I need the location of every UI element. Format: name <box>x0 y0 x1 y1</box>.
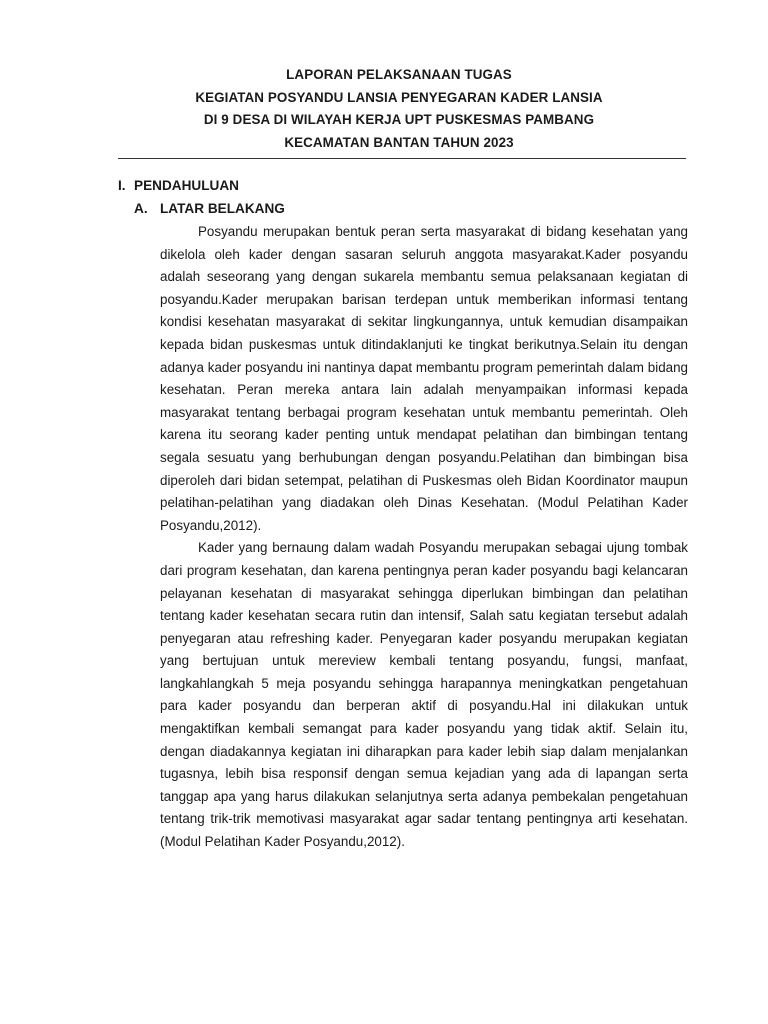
section-heading <box>118 176 239 196</box>
title-line-3: DI 9 DESA DI WILAYAH KERJA UPT PUSKESMAS PAMBANG <box>203 112 595 128</box>
report-title <box>0 64 768 155</box>
paragraph-2: Kader yang bernaung dalam wadah Posyandu merupakan sebagai ujung tombak dari program kesehatan, dan karena pentingnya peran kader posyandu bagi kelancaran pelayanan kesehatan di masyarakat sehingga diperlukan bimbingan dan pelatihan tentang kader kesehatan secara rutin dan intensif, Salah satu kegiatan tersebut adalah penyegaran atau refreshing kader. Penyegaran kader posyandu merupakan kegiatan yang bertujuan untuk mereview kembali tentang posyandu, fungsi, manfaat, langkahlangkah 5 meja posyandu sehingga harapannya meningkatkan pengetahuan para kader posyandu dan berperan aktif di posyandu.Hal ini dilakukan untuk mengaktifkan kembali semangat para kader posyandu yang tidak aktif. Selain itu, dengan diadakannya kegiatan ini diharapkan para kader lebih siap dalam menjalankan tugasnya, lebih bisa responsif dengan semua kejadian yang ada di lapangan serta tanggap apa yang harus dilakukan selanjutnya serta adanya pembekalan pengetahuan tentang trik-trik memotivasi masyarakat agar sadar tentang pentingnya arti kesehatan. (Modul Pelatihan Kader Posyandu,2012). <box>160 540 688 850</box>
section-title: PENDAHULUAN <box>134 178 239 193</box>
subsection-title: LATAR BELAKANG <box>160 201 285 216</box>
paragraph-1: Posyandu merupakan bentuk peran serta masyarakat di bidang kesehatan yang dikelola oleh kader dengan sasaran seluruh anggota masyarakat.Kader posyandu adalah seseorang yang dengan sukarela membantu semua pelaksanaan kegiatan di posyandu.Kader merupakan barisan terdepan untuk memberikan informasi tentang kondisi kesehatan masyarakat di sekitar lingkungannya, untuk kemudian disampaikan kepada bidan puskesmas untuk ditindaklanjuti ke tingkat berikutnya.Selain itu dengan adanya kader posyandu ini nantinya dapat membantu program pemerintah dalam bidang kesehatan. Peran mereka antara lain adalah menyampaikan informasi kepada masyarakat tentang berbagai program kesehatan untuk membantu pemerintah. Oleh karena itu seorang kader penting untuk mendapat pelatihan dan bimbingan tentang segala sesuatu yang berhubungan dengan posyandu.Pelatihan dan bimbingan bisa diperoleh dari bidan setempat, pelatihan di Puskesmas oleh Bidan Koordinator maupun pelatihan-pelatihan yang diadakan oleh Dinas Kesehatan. (Modul Pelatihan Kader Posyandu,2012). <box>160 224 688 533</box>
title-line-1: LAPORAN PELAKSANAAN TUGAS <box>286 67 512 82</box>
section-number: I. <box>118 178 126 193</box>
title-line-2: KEGIATAN POSYANDU LANSIA PENYEGARAN KADER LANSIA <box>195 89 603 105</box>
subsection-heading <box>134 199 285 219</box>
title-divider <box>118 158 686 159</box>
subsection-number: A. <box>134 201 148 216</box>
body-text <box>160 221 688 854</box>
title-line-4: KECAMATAN BANTAN TAHUN 2023 <box>284 135 514 151</box>
